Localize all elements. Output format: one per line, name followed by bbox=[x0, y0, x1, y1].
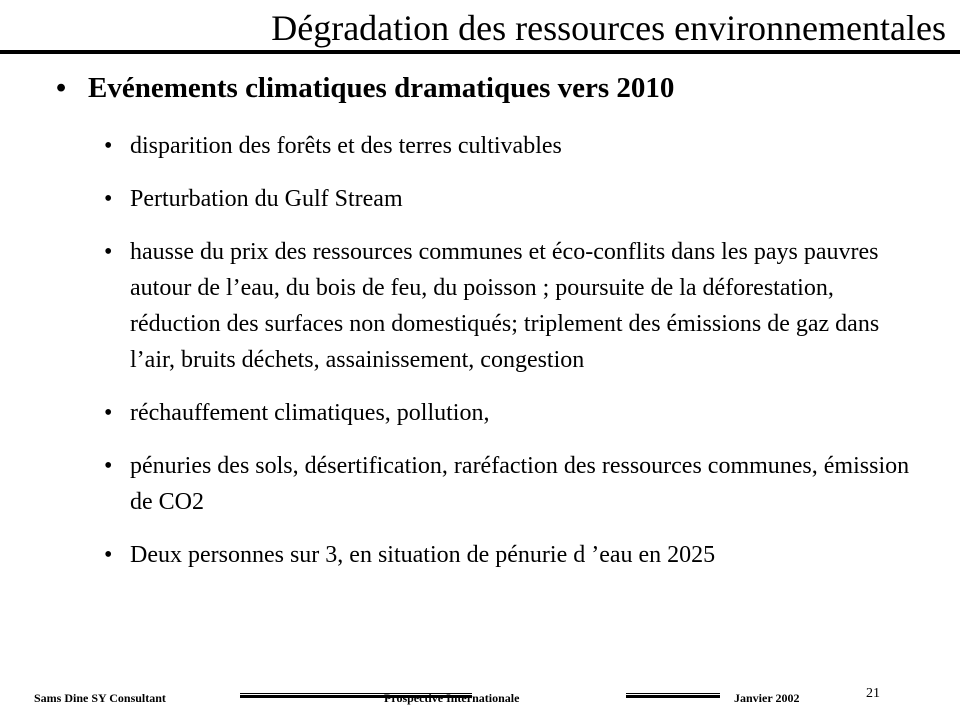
list-item bbox=[104, 395, 924, 431]
bullet-marker: • bbox=[104, 542, 113, 568]
bullet-marker: • bbox=[56, 72, 67, 104]
list-item-text: Deux personnes sur 3, en situation de pénurie d ’eau en 2025 bbox=[130, 542, 716, 568]
list-item-text: disparition des forêts et des terres cultivables bbox=[130, 133, 562, 159]
sub-bullet-list bbox=[104, 128, 924, 590]
list-item-text: pénuries des sols, désertification, raréfaction des ressources communes, émission de CO2 bbox=[130, 453, 910, 515]
list-item-text: réchauffement climatiques, pollution, bbox=[130, 400, 490, 426]
slide-footer bbox=[0, 686, 960, 708]
footer-date: Janvier 2002 bbox=[734, 691, 800, 705]
footer-subject: Prospective Internationale bbox=[384, 691, 520, 705]
footer-author: Sams Dine SY Consultant bbox=[34, 691, 166, 705]
bullet-marker: • bbox=[104, 186, 113, 212]
list-item-text: Perturbation du Gulf Stream bbox=[130, 186, 403, 212]
list-item bbox=[104, 128, 924, 164]
bullet-marker: • bbox=[104, 453, 113, 479]
list-item bbox=[104, 181, 924, 217]
main-bullet-heading bbox=[56, 70, 674, 106]
slide-title: Dégradation des ressources environnementales bbox=[271, 8, 946, 48]
page-number: 21 bbox=[866, 686, 880, 701]
list-item bbox=[104, 234, 924, 378]
title-underline bbox=[0, 50, 960, 54]
heading-text: Evénements climatiques dramatiques vers 2010 bbox=[88, 72, 675, 104]
bullet-marker: • bbox=[104, 133, 113, 159]
bullet-marker: • bbox=[104, 400, 113, 426]
footer-divider-right bbox=[626, 693, 720, 698]
list-item-text: hausse du prix des ressources communes et éco-conflits dans les pays pauvres autour de l’eau, du bois de feu, du poisson ; poursuite de la déforestation, réduction des surfaces non domestiqués; triplement des émissions de gaz dans l’air, bruits déchets, assainissement, congestion bbox=[130, 239, 880, 373]
list-item bbox=[104, 537, 924, 573]
bullet-marker: • bbox=[104, 239, 113, 265]
list-item bbox=[104, 448, 924, 520]
